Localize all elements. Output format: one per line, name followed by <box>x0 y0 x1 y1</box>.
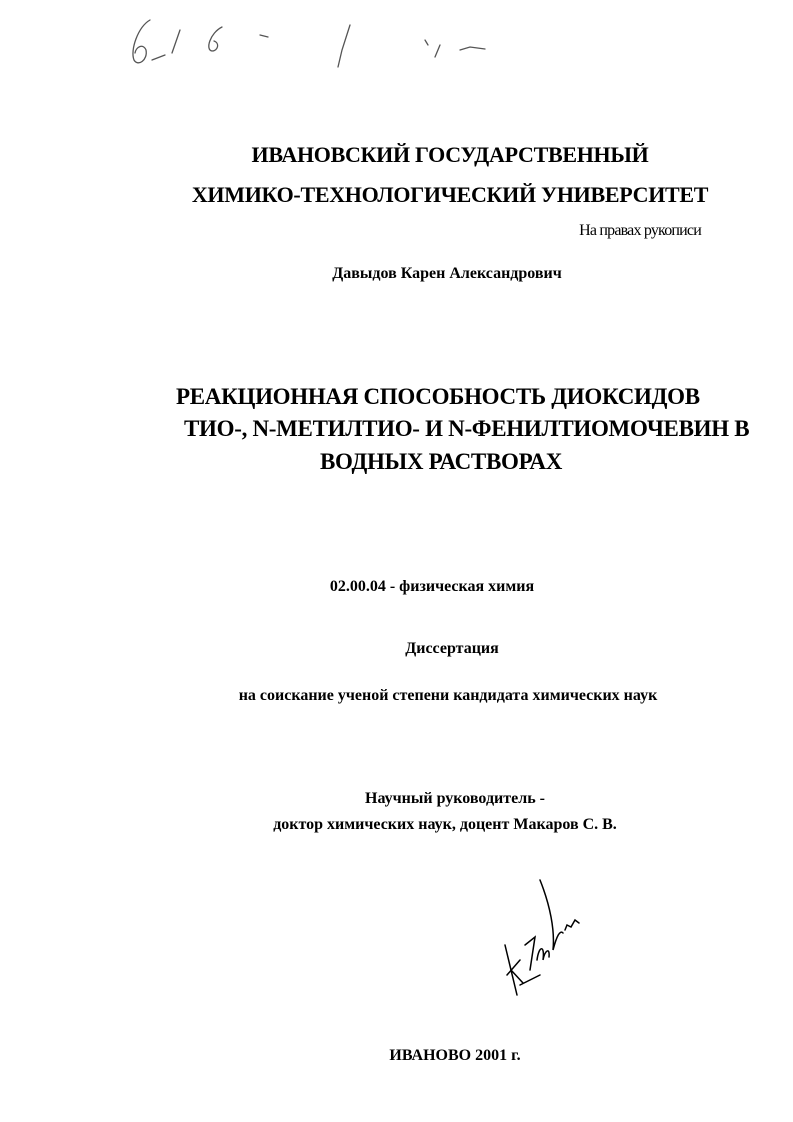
handwritten-archive-note <box>110 5 530 85</box>
supervisor-label: Научный руководитель - <box>365 790 545 807</box>
rights-note: На правах рукописи <box>579 222 701 239</box>
university-name-line2: ХИМИКО-ТЕХНОЛОГИЧЕСКИЙ УНИВЕРСИТЕТ <box>191 182 709 207</box>
title-line1: РЕАКЦИОННАЯ СПОСОБНОСТЬ ДИОКСИДОВ <box>176 384 700 409</box>
work-type: Диссертация <box>405 640 499 657</box>
title-line3: ВОДНЫХ РАСТВОРАХ <box>320 449 563 474</box>
title-line2: ТИО-, N-МЕТИЛТИО- И N-ФЕНИЛТИОМОЧЕВИН В <box>184 416 750 441</box>
supervisor-name: доктор химических наук, доцент Макаров С. В. <box>273 816 617 833</box>
specialty: 02.00.04 - физическая химия <box>329 578 535 595</box>
author-name: Давыдов Карен Александрович <box>332 265 562 282</box>
signature-image <box>495 875 615 1005</box>
city-year: ИВАНОВО 2001 г. <box>389 1047 521 1064</box>
degree: на соискание ученой степени кандидата химических наук <box>238 687 658 704</box>
university-name-line1: ИВАНОВСКИЙ ГОСУДАРСТВЕННЫЙ <box>251 142 649 167</box>
